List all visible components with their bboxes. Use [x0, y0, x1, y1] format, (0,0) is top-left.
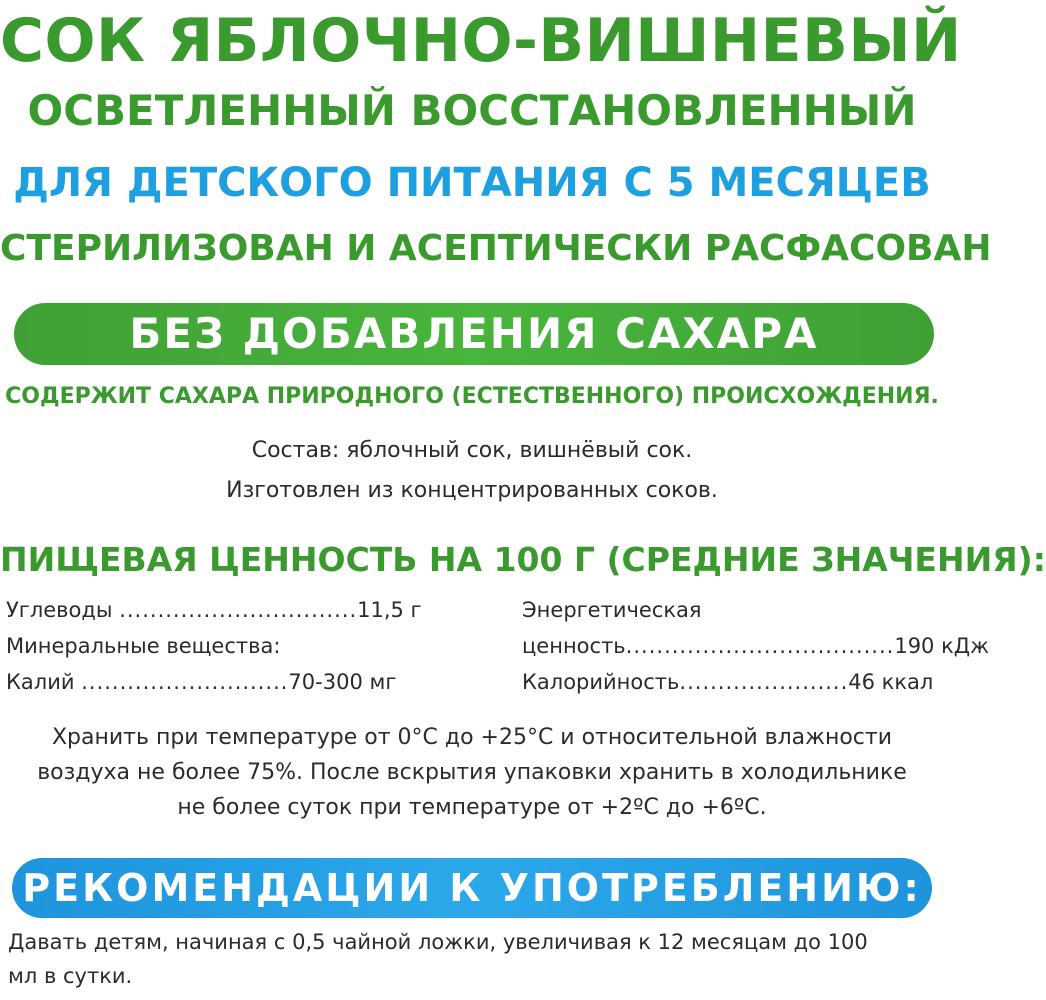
calories-dots: ...................... [679, 670, 849, 694]
product-subtitle: ОСВЕТЛЕННЫЙ ВОССТАНОВЛЕННЫЙ [27, 86, 917, 135]
potassium-label: Калий [6, 670, 75, 694]
calories-label: Калорийность [522, 670, 680, 694]
natural-sugar-note: СОДЕРЖИТ САХАРА ПРИРОДНОГО (ЕСТЕСТВЕННОГО) ПРОИСХОЖДЕНИЯ. [5, 384, 939, 409]
storage-line-2: воздуха не более 75%. После вскрытия упаковки хранить в холодильнике [37, 760, 907, 785]
carbs-dots: ............................... [119, 598, 358, 622]
nutrition-row-potassium [6, 670, 396, 694]
nutrition-row-energy [522, 634, 989, 658]
sterilization-note: СТЕРИЛИЗОВАН И АСЕПТИЧЕСКИ РАСФАСОВАН [0, 228, 992, 269]
product-title: СОК ЯБЛОЧНО-ВИШНЕВЫЙ [0, 6, 962, 76]
calories-value: 46 ккал [848, 670, 934, 694]
storage-line-3: не более суток при температуре от +2ºС до +6ºС. [177, 795, 767, 820]
nutrition-row-carbs [6, 598, 422, 622]
age-recommendation: ДЛЯ ДЕТСКОГО ПИТАНИЯ С 5 МЕСЯЦЕВ [13, 160, 931, 206]
carbs-value: 11,5 г [357, 598, 422, 622]
composition-line: Состав: яблочный сок, вишнёвый сок. [251, 438, 693, 463]
recommendation-line-1: Давать детям, начиная с 0,5 чайной ложки, увеличивая к 12 месяцам до 100 [8, 930, 868, 954]
potassium-value: 70-300 мг [288, 670, 397, 694]
recommendations-banner: РЕКОМЕНДАЦИИ К УПОТРЕБЛЕНИЮ: [12, 858, 932, 918]
recommendation-line-2: мл в сутки. [8, 964, 133, 988]
energy-value: 190 кДж [894, 634, 990, 658]
carbs-label: Углеводы [6, 598, 113, 622]
no-sugar-banner: БЕЗ ДОБАВЛЕНИЯ САХАРА [14, 303, 934, 365]
nutrition-heading: ПИЩЕВАЯ ЦЕННОСТЬ НА 100 Г (СРЕДНИЕ ЗНАЧЕНИЯ): [0, 540, 1046, 579]
energy-label: Энергетическая [522, 598, 702, 622]
energy-label-cont: ценность [522, 634, 626, 658]
storage-line-1: Хранить при температуре от 0°С до +25°С и относительной влажности [51, 725, 893, 750]
potassium-dots: ........................... [81, 670, 289, 694]
concentrate-note: Изготовлен из концентрированных соков. [226, 478, 718, 503]
nutrition-row-calories [522, 670, 933, 694]
minerals-label: Минеральные вещества: [6, 634, 281, 658]
energy-dots: ................................... [625, 634, 895, 658]
